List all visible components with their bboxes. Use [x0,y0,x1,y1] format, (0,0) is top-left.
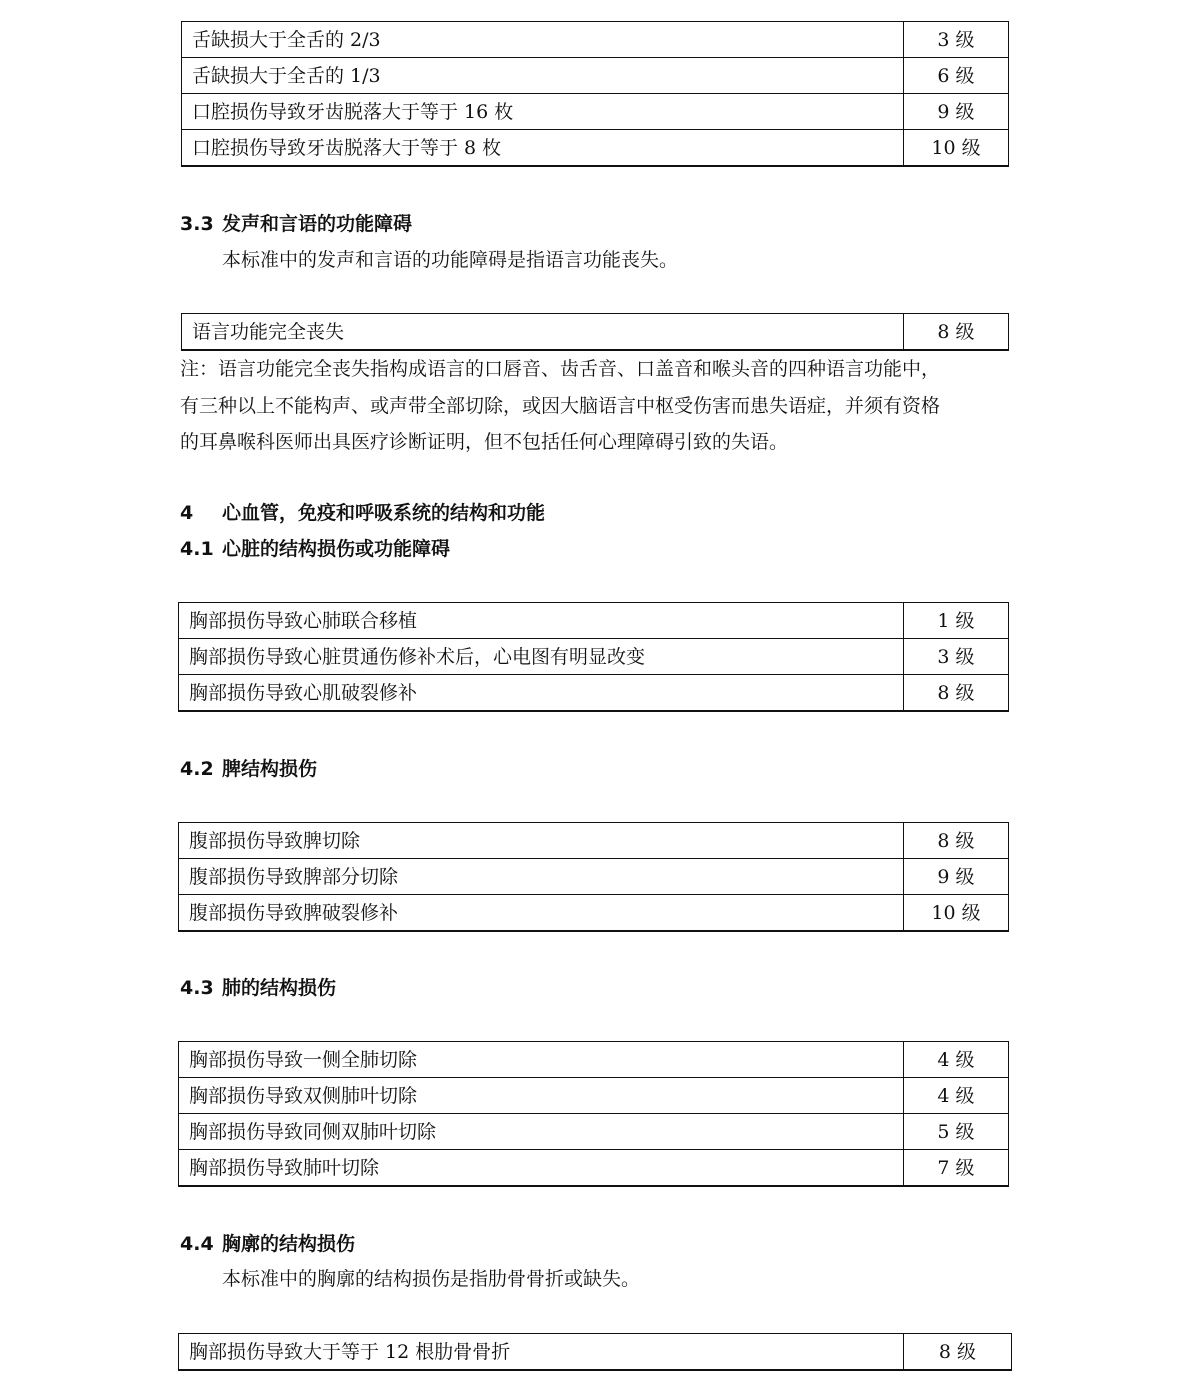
disability-level: 6 级 [904,58,1009,94]
table-row [179,1150,1009,1187]
injury-description: 胸部损伤导致心肌破裂修补 [179,675,904,712]
table-row [179,675,1009,712]
speech-note-line-2: 有三种以上不能构声、或声带全部切除，或因大脑语言中枢受伤害而患失语症，并须有资格 [180,394,941,417]
disability-level: 3 级 [904,22,1009,58]
disability-level: 4 级 [904,1078,1009,1114]
injury-description: 胸部损伤导致肺叶切除 [179,1150,904,1187]
section-4-4-heading: 4.4 胸廓的结构损伤 [180,1233,356,1255]
injury-description: 胸部损伤导致心脏贯通伤修补术后，心电图有明显改变 [179,639,904,675]
disability-level: 8 级 [904,314,1009,351]
section-3-3-description: 本标准中的发声和言语的功能障碍是指语言功能丧失。 [222,249,679,271]
disability-level: 10 级 [904,130,1009,167]
table-row [179,859,1009,895]
section-4-3-heading: 4.3 肺的结构损伤 [180,977,337,999]
speech-note-line-3: 的耳鼻喉科医师出具医疗诊断证明，但不包括任何心理障碍引致的失语。 [180,431,789,453]
table-row [179,639,1009,675]
table-row [182,130,1009,167]
injury-description: 语言功能完全丧失 [182,314,904,351]
disability-level: 7 级 [904,1150,1009,1187]
table-row [179,603,1009,639]
disability-level: 5 级 [904,1114,1009,1150]
injury-description: 胸部损伤导致一侧全肺切除 [179,1042,904,1078]
injury-description: 胸部损伤导致心肺联合移植 [179,603,904,639]
injury-description: 腹部损伤导致脾切除 [179,823,904,859]
section-4-4-description: 本标准中的胸廓的结构损伤是指肋骨骨折或缺失。 [222,1268,641,1290]
disability-level: 3 级 [904,639,1009,675]
table-row [182,314,1009,351]
table-row [182,58,1009,94]
injury-description: 口腔损伤导致牙齿脱落大于等于 16 枚 [182,94,904,130]
disability-level: 9 级 [904,859,1009,895]
section-4-1-heading: 4.1 心脏的结构损伤或功能障碍 [180,538,451,560]
disability-level: 9 级 [904,94,1009,130]
injury-description: 胸部损伤导致同侧双肺叶切除 [179,1114,904,1150]
speech-note-line-1: 注：语言功能完全丧失指构成语言的口唇音、齿舌音、口盖音和喉头音的四种语言功能中， [180,358,941,380]
table-row [179,1334,1012,1371]
injury-description: 舌缺损大于全舌的 2/3 [182,22,904,58]
injury-description: 胸部损伤导致双侧肺叶切除 [179,1078,904,1114]
disability-level: 8 级 [904,1334,1012,1371]
table-row [179,1114,1009,1150]
heart-grade-table [178,602,1009,712]
disability-level: 8 级 [904,823,1009,859]
table-row [179,823,1009,859]
injury-description: 胸部损伤导致大于等于 12 根肋骨骨折 [179,1334,904,1371]
section-3-3-heading: 3.3 发声和言语的功能障碍 [180,213,413,235]
table-row [182,94,1009,130]
thorax-grade-table [178,1333,1012,1371]
table-row [179,1078,1009,1114]
injury-description: 腹部损伤导致脾部分切除 [179,859,904,895]
section-4-heading: 4 心血管，免疫和呼吸系统的结构和功能 [180,502,546,524]
section-4-2-heading: 4.2 脾结构损伤 [180,758,318,780]
table-row [179,895,1009,932]
speech-grade-table [181,313,1009,351]
disability-level: 8 级 [904,675,1009,712]
table-row [182,22,1009,58]
table-row [179,1042,1009,1078]
tongue-oral-grade-table [181,21,1009,167]
disability-level: 1 级 [904,603,1009,639]
injury-description: 腹部损伤导致脾破裂修补 [179,895,904,932]
injury-description: 口腔损伤导致牙齿脱落大于等于 8 枚 [182,130,904,167]
spleen-grade-table [178,822,1009,932]
injury-description: 舌缺损大于全舌的 1/3 [182,58,904,94]
disability-level: 4 级 [904,1042,1009,1078]
lung-grade-table [178,1041,1009,1187]
disability-level: 10 级 [904,895,1009,932]
speech-note [180,351,1020,461]
